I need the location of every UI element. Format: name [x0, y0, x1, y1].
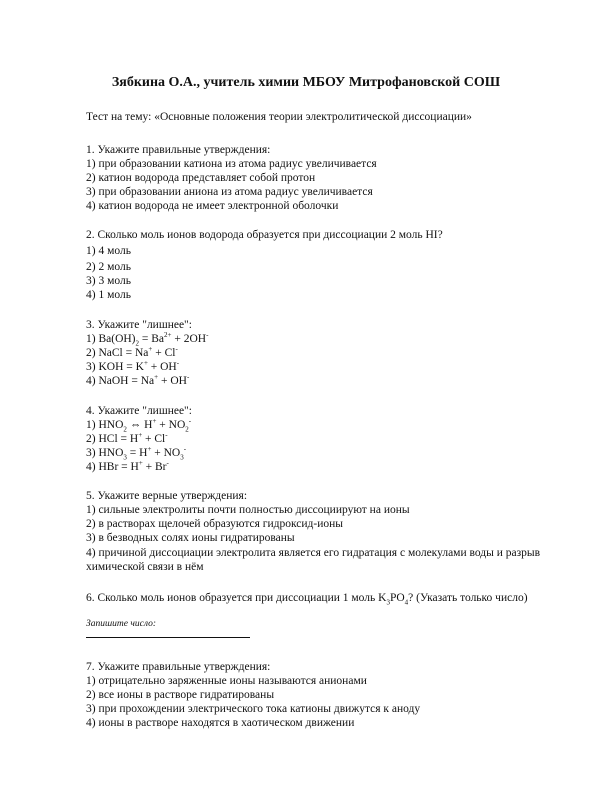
question-4-title: 4. Укажите "лишнее":: [86, 405, 192, 417]
answer-label: Запишите число:: [86, 619, 156, 629]
q1-option-2: 2) катион водорода представляет собой протон: [86, 172, 316, 184]
question-1-title: 1. Укажите правильные утверждения:: [86, 144, 271, 156]
q4-option-1: 1) $HNO_2$ ⇔ $H^+ + NO_2^-$: [86, 417, 192, 434]
question-5-title: 5. Укажите верные утверждения:: [86, 490, 248, 502]
q2-option-4: 4) 1 моль: [86, 289, 131, 301]
q4-option-2: 2) HCl = H+ + Cl-: [86, 431, 168, 445]
q7-option-2: 2) все ионы в растворе гидратированы: [86, 689, 275, 701]
q4-option-4: 4) HBr = H+ + Br-: [86, 459, 169, 473]
question-7-title: 7. Укажите правильные утверждения:: [86, 661, 271, 673]
question-3-title: 3. Укажите "лишнее":: [86, 319, 192, 331]
q2-option-1: 1) 4 моль: [86, 245, 131, 257]
author-header: Зябкина О.А., учитель химии МБОУ Митрофановской СОШ: [111, 75, 501, 90]
q3-option-4: 4) NaOH = Na+ + OH-: [86, 373, 190, 387]
q5-option-1: 1) сильные электролиты почти полностью диссоциируют на ионы: [86, 504, 410, 516]
q5-option-4: 4) причиной диссоциации электролита является его гидратация с молекулами воды и разрыв: [86, 547, 541, 559]
q7-option-3: 3) при прохождении электрического тока катионы движутся к аноду: [86, 703, 421, 715]
q2-option-2: 2) 2 моль: [86, 261, 131, 273]
q5-option-2: 2) в растворах щелочей образуются гидроксид-ионы: [86, 518, 344, 530]
q3-option-3: 3) KOH = K+ + OH-: [86, 359, 180, 373]
answer-input-line[interactable]: [86, 637, 250, 638]
q1-option-4: 4) катион водорода не имеет электронной оболочки: [86, 200, 339, 212]
question-2-title: 2. Сколько моль ионов водорода образуется при диссоциации 2 моль HI?: [86, 229, 443, 241]
question-6-title: 6. Сколько моль ионов образуется при диссоциации 1 моль $K_3PO_4$? (Указать только число): [86, 592, 528, 607]
q3-option-2: 2) NaCl = Na+ + Cl-: [86, 345, 178, 359]
q7-option-4: 4) ионы в растворе находятся в хаотическом движении: [86, 717, 355, 729]
q2-option-3: 3) 3 моль: [86, 275, 131, 287]
q5-option-4-continued: химической связи в нём: [86, 561, 204, 573]
q3-option-1: 1) $Ba(OH)_2 = Ba^{2+} + 2OH^-$: [86, 331, 209, 348]
q7-option-1: 1) отрицательно заряженные ионы называются анионами: [86, 675, 367, 687]
q1-option-1: 1) при образовании катиона из атома радиус увеличивается: [86, 158, 377, 170]
q4-option-3: 3) $HNO_3 = H^+ + NO_3^-$: [86, 445, 187, 462]
q1-option-3: 3) при образовании аниона из атома радиус увеличивается: [86, 186, 373, 198]
q5-option-3: 3) в безводных солях ионы гидратированы: [86, 532, 295, 544]
test-title: Тест на тему: «Основные положения теории электролитической диссоциации»: [86, 111, 472, 123]
